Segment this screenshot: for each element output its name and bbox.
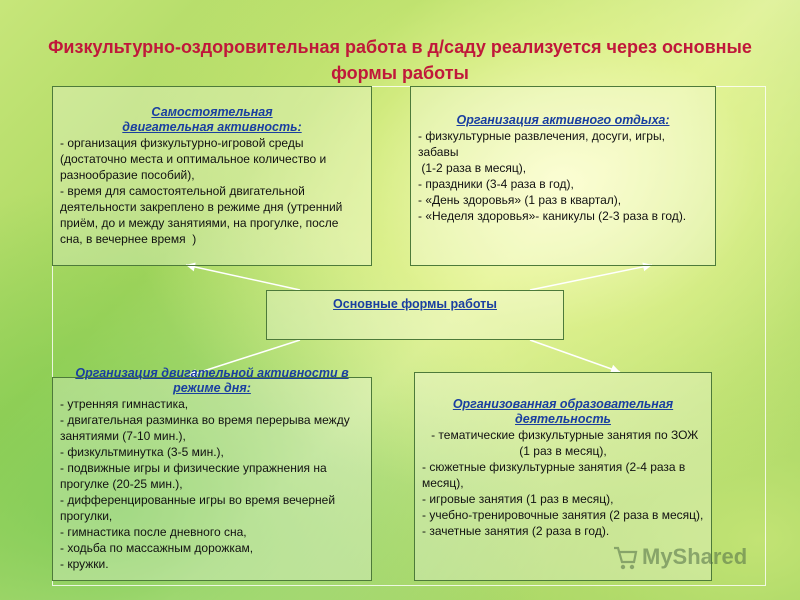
list-item: - организация физкультурно-игровой среды (достаточно места и оптимальное количество и разнообразие пособий), xyxy=(60,136,330,182)
list-item: - ходьба по массажным дорожкам, xyxy=(60,541,254,555)
list-item: - гимнастика после дневного сна, xyxy=(60,525,247,539)
list-item: - «Неделя здоровья»- каникулы (2-3 раза в год). xyxy=(418,209,687,223)
list-item: - утренняя гимнастика, xyxy=(60,397,189,411)
list-item: - тематические физкультурные занятия по ЗОЖ (1 раз в месяц), xyxy=(427,428,702,458)
list-item: - двигательная разминка во время перерыва между занятиями (7-10 мин.), xyxy=(60,413,354,443)
educational-activity-heading: Организованная образовательная деятельность xyxy=(452,397,674,426)
list-item: (1-2 раза в месяц), xyxy=(418,161,527,175)
list-item: - физкультминутка (3-5 мин.), xyxy=(60,445,224,459)
list-item: - праздники (3-4 раза в год), xyxy=(418,177,574,191)
independent-activity-box xyxy=(52,86,372,266)
list-item: - игровые занятия (1 раз в месяц), xyxy=(422,492,614,506)
active-rest-box xyxy=(410,86,716,266)
list-item: - кружки. xyxy=(60,557,109,571)
list-item: - физкультурные развлечения, досуги, игры, забавы xyxy=(418,129,669,159)
independent-activity-heading-2: двигательная активность: xyxy=(122,120,302,134)
arrow-bottom-right xyxy=(530,340,620,372)
list-item: - зачетные занятия (2 раза в год). xyxy=(422,524,610,538)
list-item: - время для самостоятельной двигательной деятельности закреплено в режиме дня (утренний приём, до и между занятиями, на прогулке, после сна, в вечернее время ) xyxy=(60,184,346,246)
independent-activity-heading-1: Самостоятельная xyxy=(151,105,273,119)
list-item: - «День здоровья» (1 раз в квартал), xyxy=(418,193,622,207)
daily-routine-heading: Организация двигательной активности в режиме дня: xyxy=(75,366,349,395)
list-item: - подвижные игры и физические упражнения на прогулке (20-25 мин.), xyxy=(60,461,331,491)
list-item: - учебно-тренировочные занятия (2 раза в месяц), xyxy=(422,508,704,522)
watermark-text: MyShared xyxy=(642,544,748,569)
slide-title: Физкультурно-оздоровительная работа в д/саду реализуется через основные формы работы xyxy=(48,37,752,83)
main-forms-box xyxy=(266,290,564,340)
active-rest-heading: Организация активного отдыха: xyxy=(456,113,670,127)
arrow-top-right xyxy=(530,265,652,290)
daily-routine-activity-box xyxy=(52,366,372,581)
watermark-logo xyxy=(612,540,747,574)
list-item: - сюжетные физкультурные занятия (2-4 раза в месяц), xyxy=(422,460,689,490)
cart-icon xyxy=(612,542,638,572)
list-item: - дифференцированные игры во время вечерней прогулки, xyxy=(60,493,339,523)
main-forms-heading: Основные формы работы xyxy=(333,297,497,311)
arrow-top-left xyxy=(186,265,300,290)
